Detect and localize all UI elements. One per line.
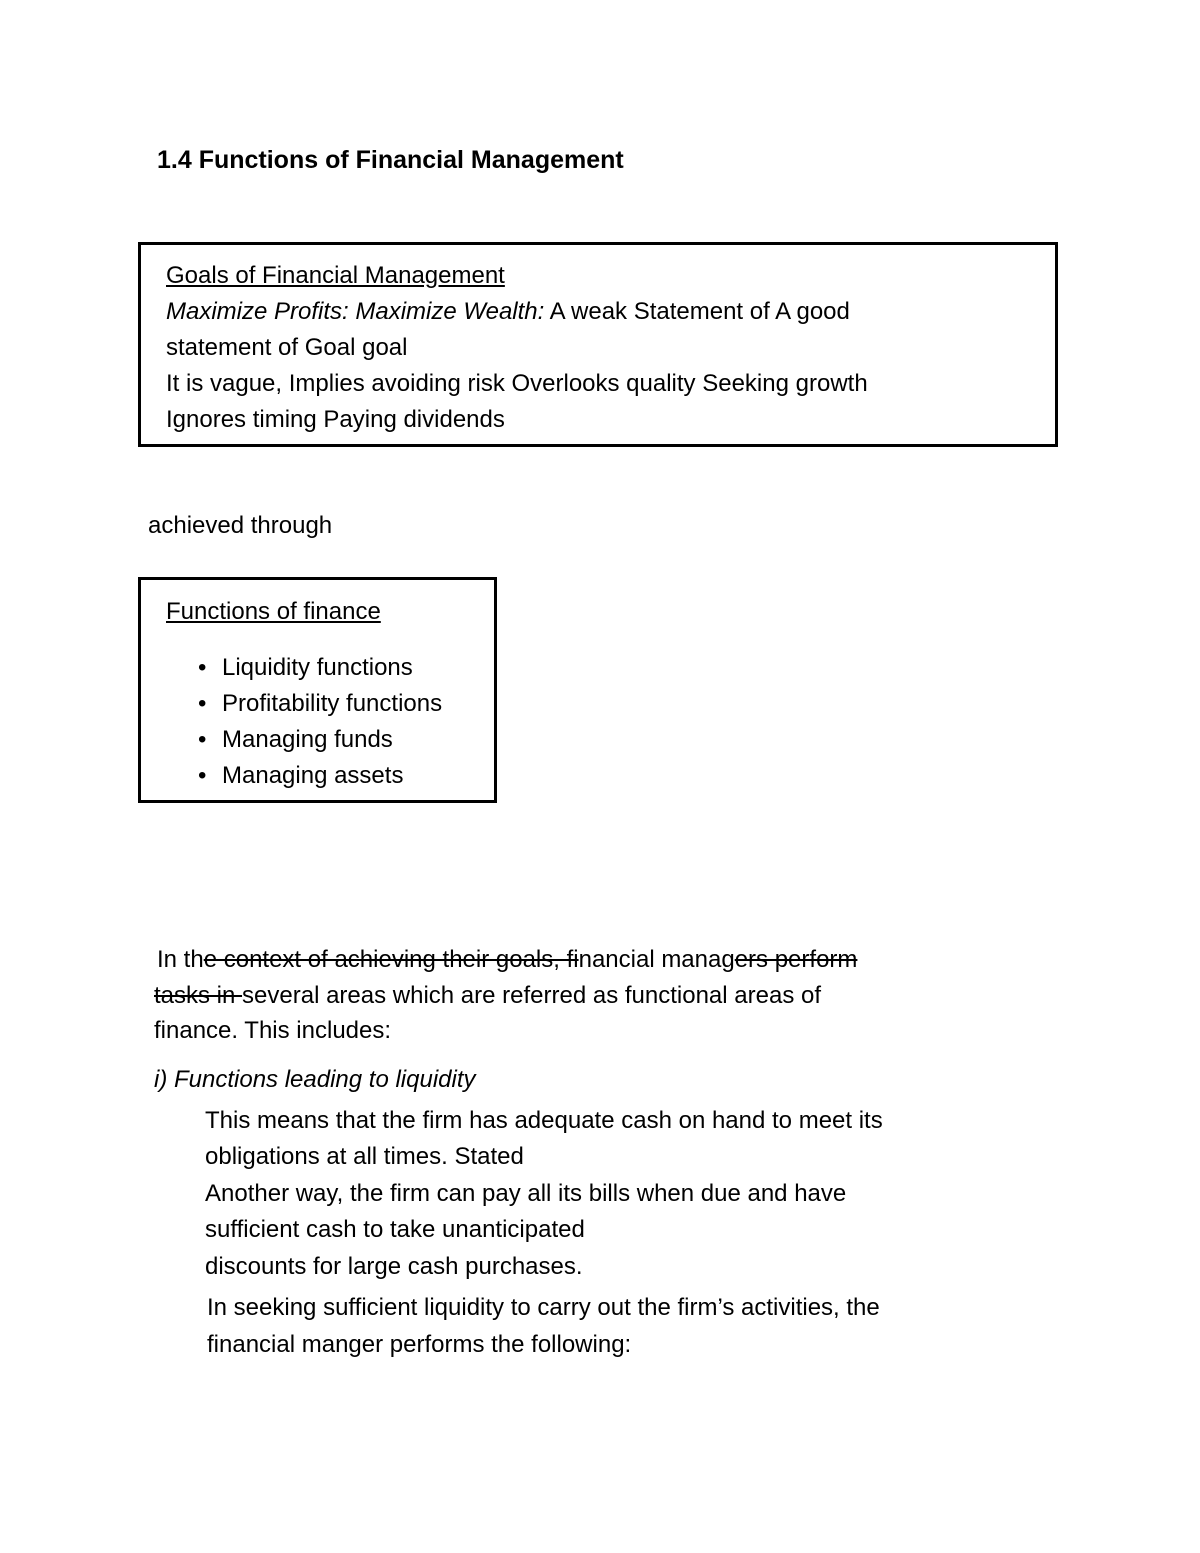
functions-box-title: Functions of finance xyxy=(166,598,381,625)
list-item: • Liquidity functions xyxy=(196,650,442,686)
liquidity-text-line-6: In seeking sufficient liquidity to carry out the firm’s activities, the xyxy=(207,1294,880,1321)
struck-text: e context of achieving their goals, fi xyxy=(203,946,579,973)
page-title: 1.4 Functions of Financial Management xyxy=(157,146,624,174)
functions-list xyxy=(196,650,442,794)
goals-box-line-4: It is vague, Implies avoiding risk Overlooks quality Seeking growth xyxy=(166,370,868,397)
bullet-icon: • xyxy=(198,654,207,681)
goals-box-title: Goals of Financial Management xyxy=(166,262,505,289)
goals-box-line-5: Ignores timing Paying dividends xyxy=(166,406,505,433)
goals-line-2-rest: A weak Statement of A good xyxy=(544,298,850,325)
goals-italic-phrase: Maximize Profits: Maximize Wealth: xyxy=(166,298,545,325)
paragraph-line-1: In the context of achieving their goals, financial managers perform xyxy=(157,946,858,973)
bullet-icon: • xyxy=(198,762,207,789)
paragraph-line-2: tasks in several areas which are referred as functional areas of xyxy=(154,982,821,1009)
liquidity-text-line-5: discounts for large cash purchases. xyxy=(205,1253,583,1280)
liquidity-text-line-1: This means that the firm has adequate cash on hand to meet its xyxy=(205,1107,883,1134)
list-item: • Managing assets xyxy=(196,758,442,794)
bullet-icon: • xyxy=(198,690,207,717)
struck-text: tasks in xyxy=(154,982,243,1009)
section-heading-liquidity: i) Functions leading to liquidity xyxy=(154,1066,476,1093)
liquidity-text-line-3: Another way, the firm can pay all its bills when due and have xyxy=(205,1180,847,1207)
goals-box-line-3: statement of Goal goal xyxy=(166,334,408,361)
list-item: • Profitability functions xyxy=(196,686,442,722)
struck-text: ers perform xyxy=(734,946,858,973)
achieved-through-text: achieved through xyxy=(148,512,333,539)
goals-box-line-2 xyxy=(166,294,850,330)
functions-box xyxy=(138,577,497,803)
liquidity-text-line-2: obligations at all times. Stated xyxy=(205,1143,524,1170)
liquidity-text-line-7: financial manger performs the following: xyxy=(207,1331,632,1358)
liquidity-text-line-4: sufficient cash to take unanticipated xyxy=(205,1216,585,1243)
paragraph-line-3: finance. This includes: xyxy=(154,1017,392,1044)
goals-box xyxy=(138,242,1058,447)
list-item: • Managing funds xyxy=(196,722,442,758)
bullet-icon: • xyxy=(198,726,207,753)
